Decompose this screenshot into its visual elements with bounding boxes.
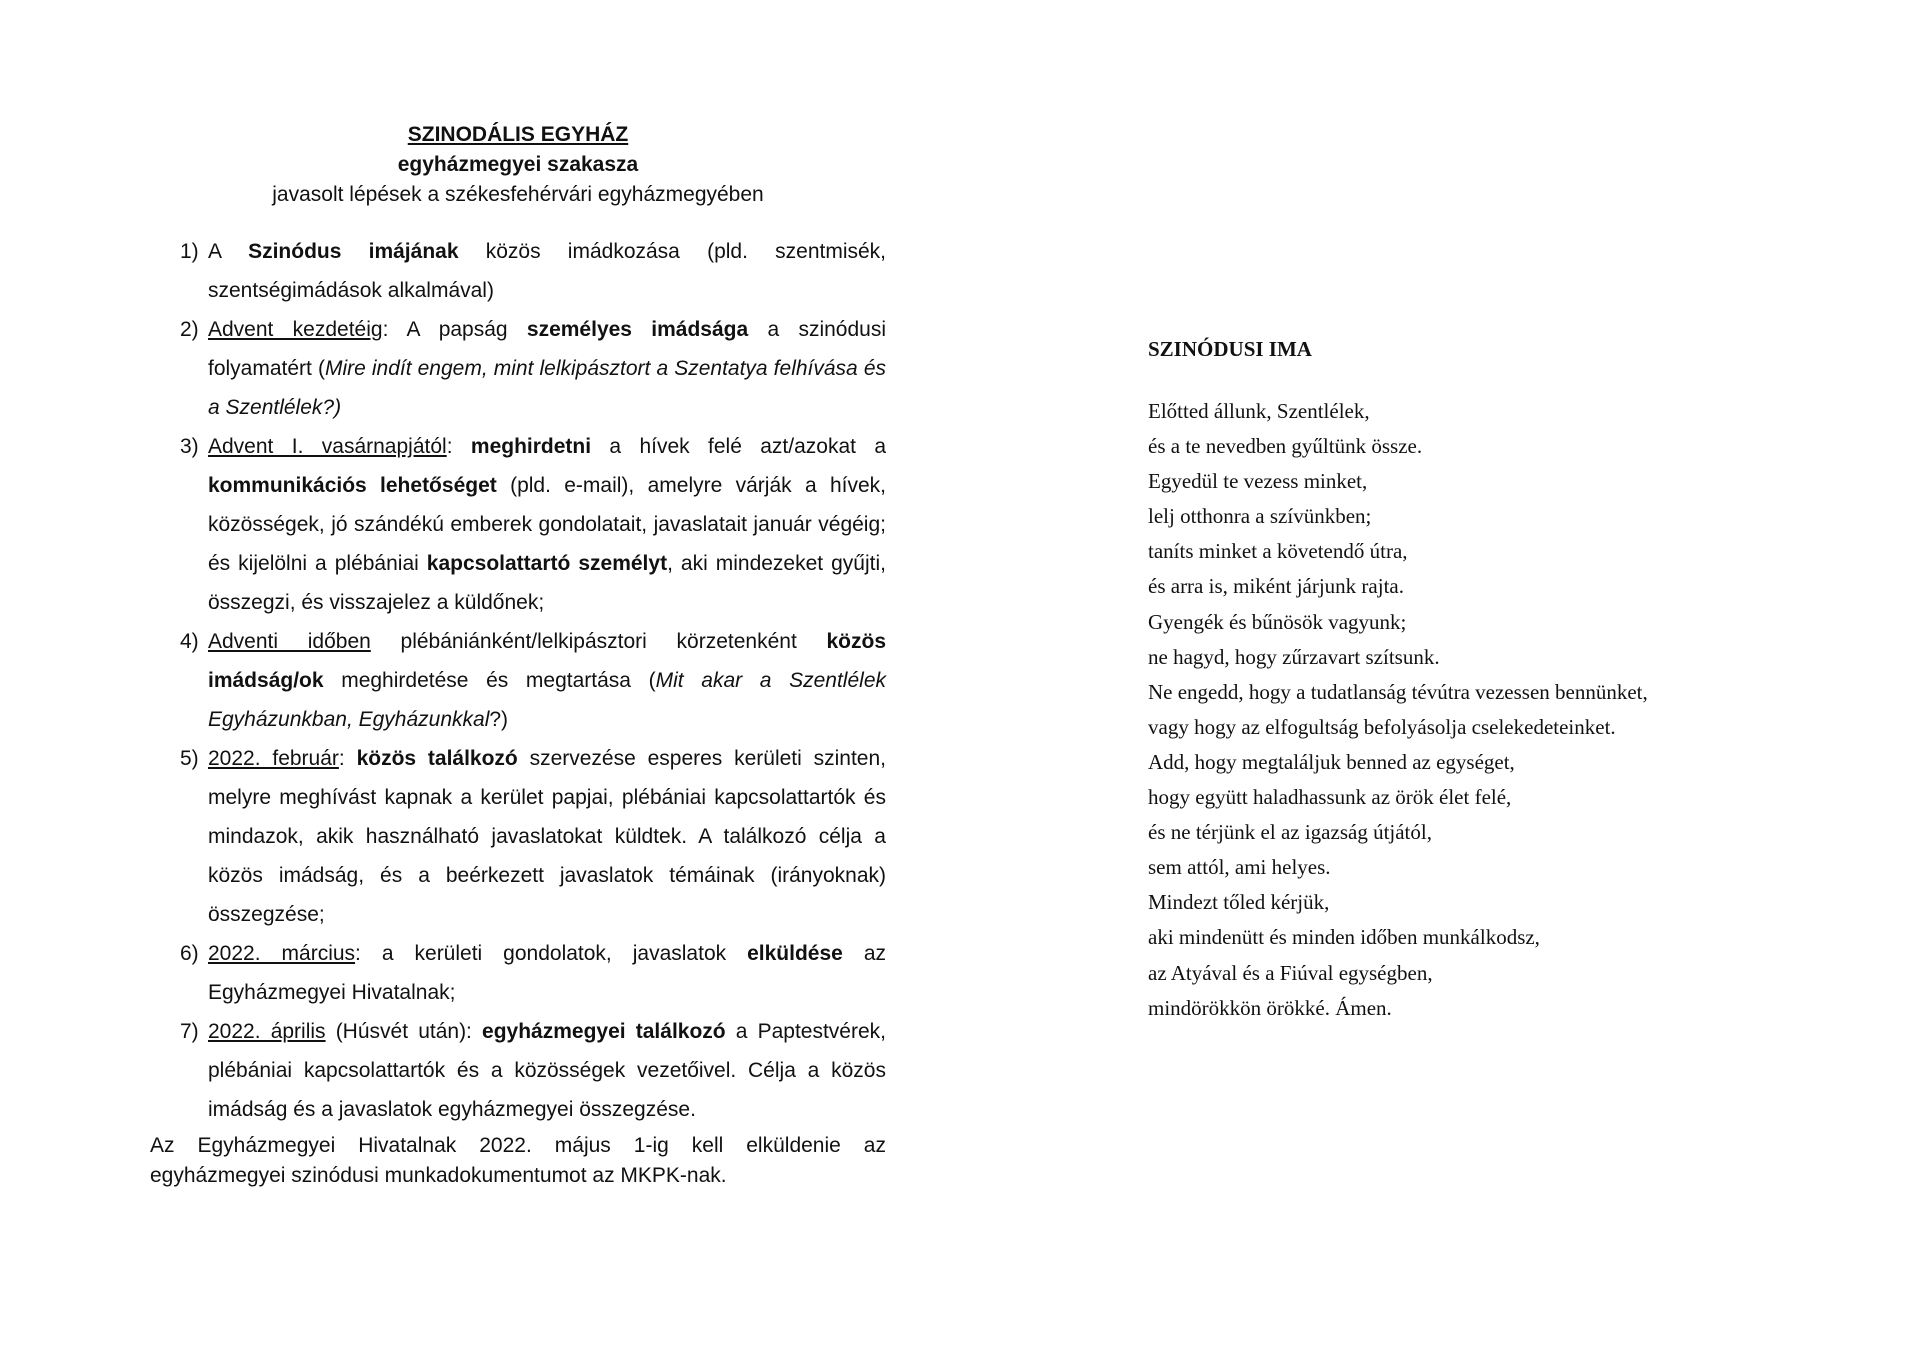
step-text-run: meghirdetni <box>470 435 592 458</box>
step-item <box>150 622 886 739</box>
prayer-line: hogy együtt haladhassunk az örök élet felé, <box>1148 785 1512 810</box>
step-text-run: 2022. március <box>208 942 356 965</box>
prayer-line: Gyengék és bűnösök vagyunk; <box>1148 609 1407 634</box>
step-text-run: A <box>208 240 249 263</box>
step-text-run: szervezése esperes kerületi szinten, melyre meghívást kapnak a kerület papjai, plébániai kapcsolattartók és mindazok, akik használható javaslatokat küldtek. A találkozó célja a közös imádság, és a beérkezett javaslatok témáinak (irányoknak) összegzése; <box>208 747 886 926</box>
step-text-run: , aki mindezeket gyűjti, összegzi, és visszajelez a küldőnek; <box>208 552 886 614</box>
prayer-line: aki mindenütt és minden időben munkálkodsz, <box>1148 925 1540 950</box>
step-text <box>208 240 886 302</box>
prayer-body <box>1148 394 1848 1026</box>
step-text-run: személyes imádsága <box>526 318 749 341</box>
prayer-line: Előtted állunk, Szentlélek, <box>1148 399 1370 423</box>
step-text-run: ?) <box>489 708 509 731</box>
closing-paragraph: Az Egyházmegyei Hivatalnak 2022. május 1-ig kell elküldenie az egyházmegyei szinódusi munkadokumentumot az MKPK-nak. <box>150 1134 886 1187</box>
step-text-run: Advent kezdetéig <box>208 318 383 341</box>
step-text-run: elküldése <box>747 942 843 965</box>
step-item <box>150 1012 886 1129</box>
step-text-run: közös imádkozása (pld. szentmisék, szentségimádások alkalmával) <box>208 240 887 302</box>
step-text-run: Advent I. vasárnapjától <box>208 435 447 458</box>
right-page <box>1148 334 1848 1026</box>
step-text-run: 2022. február <box>208 747 339 770</box>
prayer-line: Ne engedd, hogy a tudatlanság tévútra vezessen bennünket, <box>1148 679 1648 704</box>
prayer-title: SZINÓDUSI IMA <box>1148 337 1312 361</box>
step-text-run: meghirdetése és megtartása ( <box>323 669 656 692</box>
step-text-run: (Húsvét után): <box>325 1020 483 1043</box>
prayer-line: és arra is, miként járjunk rajta. <box>1148 574 1404 599</box>
step-text-run: egyházmegyei találkozó <box>482 1020 726 1043</box>
step-text-run: (pld. e-mail), amelyre várják a hívek, közösségek, jó szándékú emberek gondolatait, javaslatait január végéig; és kijelölni a plébániai <box>208 474 886 575</box>
prayer-line: sem attól, ami helyes. <box>1148 855 1331 880</box>
step-text-run: Mit akar a Szentlélek Egyházunkban, Egyházunkkal <box>208 669 886 731</box>
step-number: 1) <box>180 240 199 263</box>
prayer-line: vagy hogy az elfogultság befolyásolja cselekedeteinket. <box>1148 714 1616 739</box>
step-text-run: kapcsolattartó személyt <box>426 552 668 575</box>
step-number: 5) <box>180 747 199 770</box>
step-text <box>208 942 886 1004</box>
step-item <box>150 427 886 622</box>
document-subtitle: egyházmegyei szakasza <box>397 153 639 176</box>
step-text-run: a szinódusi folyamatért ( <box>208 318 886 380</box>
document-subheading: javasolt lépések a székesfehérvári egyházmegyében <box>272 183 764 206</box>
step-text <box>208 435 886 614</box>
step-number: 4) <box>180 630 199 653</box>
step-number: 7) <box>180 1020 199 1043</box>
step-text-run: a hívek felé azt/azokat a <box>591 435 886 458</box>
step-item <box>150 739 886 934</box>
step-text <box>208 630 886 731</box>
step-text-run: Adventi időben <box>208 630 371 653</box>
prayer-line: Egyedül te vezess minket, <box>1148 469 1368 494</box>
left-page <box>150 120 886 1191</box>
prayer-line: mindörökkön örökké. Ámen. <box>1148 995 1392 1020</box>
step-text <box>208 747 886 926</box>
prayer-line: és ne térjünk el az igazság útjától, <box>1148 820 1432 845</box>
step-text-run: : a kerületi gondolatok, javaslatok <box>355 942 748 965</box>
prayer-line: lelj otthonra a szívünkben; <box>1148 504 1372 529</box>
step-text-run: közös imádság/ok <box>208 630 886 692</box>
step-number: 2) <box>180 318 199 341</box>
prayer-line: és a te nevedben gyűltünk össze. <box>1148 434 1423 459</box>
document-title: SZINODÁLIS EGYHÁZ <box>407 123 629 146</box>
step-text-run: 2022. április <box>208 1020 326 1043</box>
step-text-run: : A papság <box>382 318 527 341</box>
step-text <box>208 318 886 419</box>
steps-list <box>150 232 886 1129</box>
step-text-run: : <box>446 435 471 458</box>
prayer-line: ne hagyd, hogy zűrzavart szítsunk. <box>1148 644 1440 669</box>
prayer-line: az Atyával és a Fiúval egységben, <box>1148 960 1433 985</box>
step-item <box>150 310 886 427</box>
prayer-line: taníts minket a követendő útra, <box>1148 539 1408 564</box>
step-number: 3) <box>180 435 199 458</box>
prayer-line: Add, hogy megtaláljuk benned az egységet, <box>1148 749 1515 774</box>
step-text-run: Szinódus imájának <box>248 240 459 263</box>
step-text <box>208 1020 886 1121</box>
step-item <box>150 232 886 310</box>
step-text-run: közös találkozó <box>356 747 518 770</box>
step-item <box>150 934 886 1012</box>
step-number: 6) <box>180 942 199 965</box>
step-text-run: : <box>338 747 357 770</box>
document-header <box>150 120 886 210</box>
step-text-run: Mire indít engem, mint lelkipásztort a Szentatya felhívása és a Szentlélek?) <box>208 357 886 419</box>
prayer-line: Mindezt tőled kérjük, <box>1148 890 1330 915</box>
step-text-run: a Paptestvérek, plébániai kapcsolattartók és a közösségek vezetőivel. Célja a közös imádság és a javaslatok egyházmegyei összegzése. <box>208 1020 886 1121</box>
step-text-run: az Egyházmegyei Hivatalnak; <box>208 942 886 1004</box>
step-text-run: plébániánként/lelkipásztori körzetenként <box>370 630 827 653</box>
step-text-run: kommunikációs lehetőséget <box>208 474 497 497</box>
